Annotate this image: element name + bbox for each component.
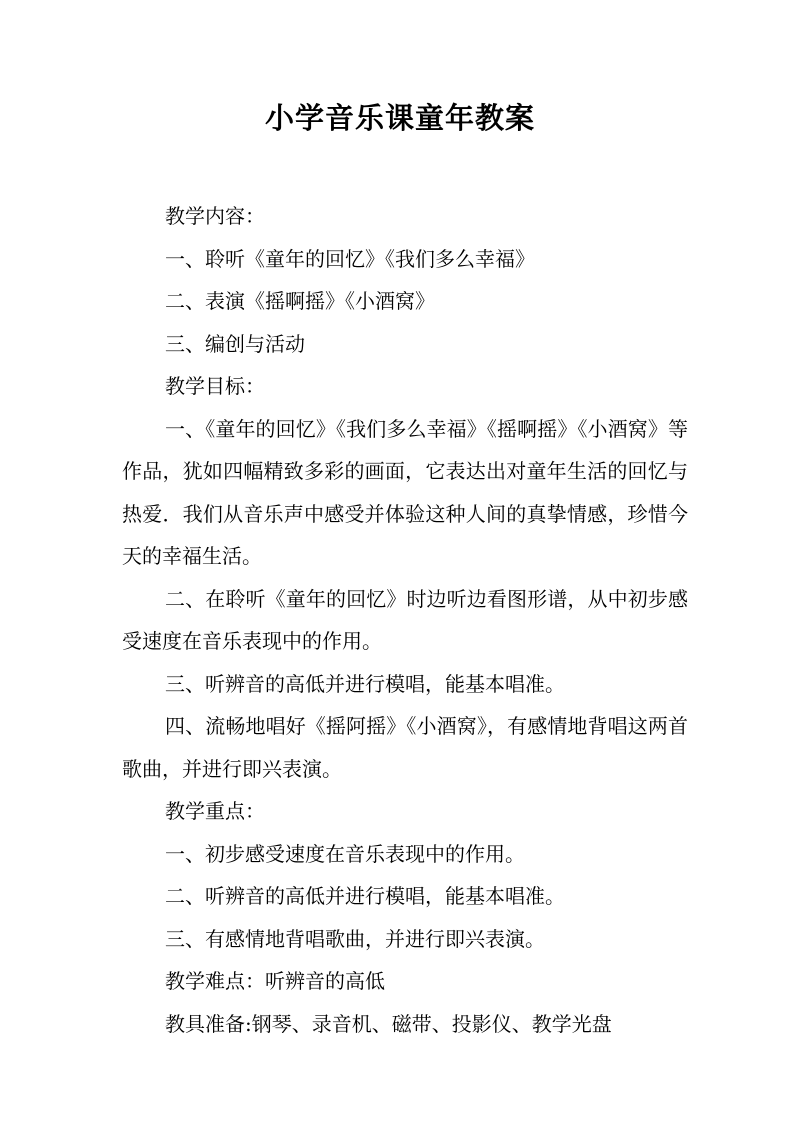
paragraph-goal-3: 三、听辨音的高低并进行模唱，能基本唱准。: [165, 671, 565, 696]
paragraph-goal-4: 四、流畅地唱好《摇阿摇》《小酒窝》，有感情地背唱这两首歌曲，并进行即兴表演。: [122, 714, 688, 781]
paragraph-content-item-1: 一、聆听《童年的回忆》《我们多么幸福》: [165, 246, 535, 271]
paragraph-key-points-heading: 教学重点：: [165, 799, 265, 823]
paragraph-teaching-content-heading: 教学内容：: [165, 204, 265, 228]
paragraph-goal-2: 二、在聆听《童年的回忆》时边听边看图形谱，从中初步感受速度在音乐表现中的作用。: [122, 586, 688, 653]
document-title: 小学音乐课童年教案: [264, 101, 535, 135]
paragraph-content-item-2: 二、表演《摇啊摇》《小酒窝》: [165, 289, 435, 313]
paragraph-key-point-1: 一、初步感受速度在音乐表现中的作用。: [165, 841, 525, 866]
document-body: [122, 195, 688, 1045]
paragraph-content-item-3: 三、编创与活动: [165, 331, 305, 356]
paragraph-key-point-3: 三、有感情地背唱歌曲，并进行即兴表演。: [165, 926, 545, 951]
paragraph-teaching-goals-heading: 教学目标：: [165, 374, 265, 398]
paragraph-key-point-2: 二、听辨音的高低并进行模唱，能基本唱准。: [165, 884, 565, 908]
paragraph-goal-1: 一、《童年的回忆》《我们多么幸福》《摇啊摇》《小酒窝》等作品，犹如四幅精致多彩的画面，它表达出对童年生活的回忆与热爱．我们从音乐声中感受并体验这种人间的真挚情感，珍惜今天的幸福生活。: [122, 416, 688, 568]
paragraph-difficulty: 教学难点：听辨音的高低: [165, 969, 385, 993]
paragraph-teaching-aids: 教具准备:钢琴、录音机、磁带、投影仪、教学光盘: [165, 1011, 612, 1036]
